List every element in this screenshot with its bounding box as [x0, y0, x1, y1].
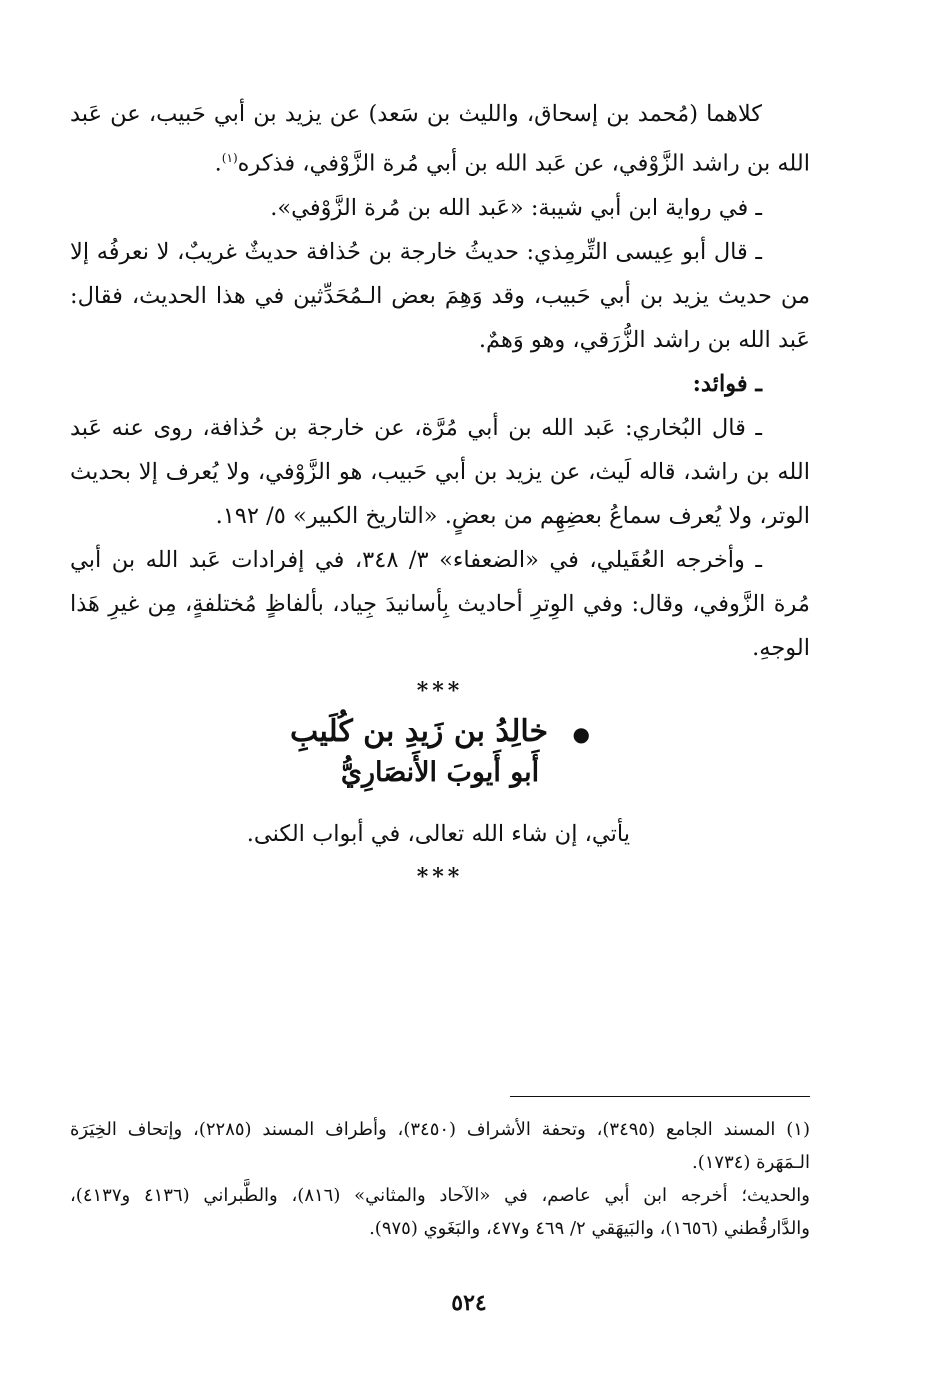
footnotes-section [70, 1096, 810, 1245]
narrator-heading [70, 714, 810, 749]
paragraph-ibn-abi-shaybah: ـ في رواية ابن أبي شيبة: «عَبد الله بن مُرة الزَّوْفي». [270, 194, 762, 221]
tirmidhi-text: ـ قال أبو عِيسى التِّرمِذي: حديثُ خارجة بن حُذافة حديثٌ غريبٌ، لا نعرفُه إلا من حديث يزيد بن أبي حَبيب، وقد وَهِمَ بعض الـمُحَدِّثين في هذا الحديث، فقال: عَبد الله بن راشد الزُّرَقي، وهو وَهمٌ. [70, 238, 810, 353]
page-number: ٥٢٤ [451, 1290, 487, 1316]
section-label-benefits: ـ فوائد: [692, 370, 762, 397]
footnote-1-continued: والحديث؛ أخرجه ابن أبي عاصم، في «الآحاد والمثاني» (٨١٦)، والطَّبراني (٤١٣٦ و٤١٣٧)، والدَّارقُطني (١٦٥٦)، والبَيهَقي ٢/ ٤٦٩ و٤٧٧، والبَغَوي (٩٧٥). [70, 1185, 810, 1239]
narrator-kunya: أَبو أَيوبَ الأَنصَارِيُّ [340, 756, 540, 788]
bullet-icon: ● [572, 721, 590, 746]
section-separator: *** [416, 677, 464, 704]
section-separator-end: *** [416, 863, 464, 890]
paragraph-bukhari [70, 406, 810, 538]
paragraph-chain [70, 92, 810, 186]
cross-reference-note: يأتي، إن شاء الله تعالى، في أبواب الكنى. [246, 820, 630, 847]
narrator-name: خالِدُ بن زَيدِ بن كُلَيبِ [290, 713, 549, 749]
paragraph-tirmidhi [70, 230, 810, 362]
footnote-marker[interactable]: (١) [221, 151, 238, 165]
chain-end: . [214, 150, 222, 177]
paragraph-uqayli [70, 538, 810, 670]
uqayli-text: ـ وأخرجه العُقَيلي، في «الضعفاء» ٣/ ٣٤٨، في إفرادات عَبد الله بن أبي مُرة الزَّوفي، وقال: وفي الوِترِ أحاديث بِأسانيدَ جِياد، بألفاظٍ مُختلفةٍ، مِن غيرِ هَذا الوجهِ. [70, 546, 810, 661]
footnote-divider [510, 1096, 810, 1097]
chain-text: كلاهما (مُحمد بن إسحاق، والليث بن سَعد) عن يزيد بن أبي حَبيب، عن عَبد الله بن راشد الزَّوْفي، عن عَبد الله بن أبي مُرة الزَّوْفي، فذكره [70, 101, 810, 177]
bukhari-text: ـ قال البُخاري: عَبد الله بن أبي مُرَّة، عن خارجة بن حُذافة، روى عنه عَبد الله بن راشد، قاله لَيث، عن يزيد بن أبي حَبيب، هو الزَّوْفي، ولا يُعرف إلا بحديث الوتر، ولا يُعرف سماعُ بعضِهِم من بعضٍ. «التاريخ الكبير» ٥/ ١٩٢. [70, 414, 810, 529]
footnote-1: (١) المسند الجامع (٣٤٩٥)، وتحفة الأشراف (٣٤٥٠)، وأطراف المسند (٢٢٨٥)، وإتحاف الخِيَرَة الـمَهَرة (١٧٣٤). [70, 1119, 810, 1173]
